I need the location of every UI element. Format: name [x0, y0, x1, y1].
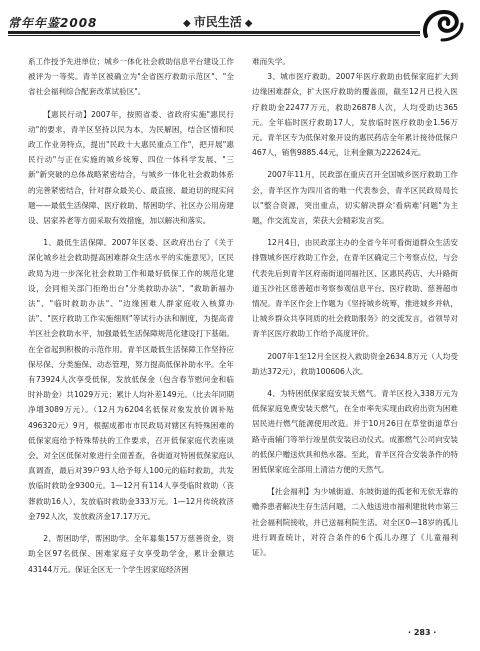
header-rule-thin: [8, 35, 420, 36]
right-column: [252, 54, 458, 560]
page-number: · 283 ·: [408, 628, 437, 637]
swirl-logo-icon: [420, 6, 464, 44]
yearbook-title: 常年年鉴2008: [8, 16, 98, 30]
section-title: [180, 13, 255, 30]
paragraph: 2007年1至12月全区投入救助资金2634.8万元（人均受助达372元），救助100606人次。: [252, 351, 458, 376]
paragraph: 系工作授予先进单位；城乡一体化社会救助信息平台建设工作被评为一等奖。青羊区被确立为"全省医疗救助示范区"、"全省社会福利综合配套改革试验区"。: [28, 57, 234, 97]
header-rule: [8, 31, 420, 34]
diamond-right-icon: ◆: [244, 18, 253, 29]
paragraph-tianranqi: 4、为特困低保家庭安装天燃气。青羊区投入338万元为低保家庭免费安装天燃气，在全市率先实现由政府出资为困难居民进行燃气能源使用改造。并于10月26日在草堂街道草台路寺南辅门等举行竣星供安装启动仪式。成都燃气公司向安装的低保户赠送炊具和热水器。至此，青羊区符合安装条件的特困低保家庭全部用上清洁方便的天然气。: [252, 389, 458, 475]
paragraph-zhuxue: 2、帮困助学，帮困助学。全年募集157万慈善资金，资助全区97名低保、困难家庭子女享受助学金，累计金额达43144万元。保证全区无一个学生因家庭经济困: [28, 534, 234, 574]
diamond-left-icon: ◆: [183, 18, 191, 29]
paragraph-yiliao: 3、城市医疗救助。2007年医疗救助由低保家庭扩大到边缘困难群众，扩大医疗救助的覆盖面，截至12月已投入医疗救助金22477万元，救助26878人次，人均受助达365元。全年临时医疗救助17人，发放临时医疗救助金1.56万元。青羊区专为低保对象开设的惠民药店全年累计接待低保户467人，销售9885.44元，让利金额为222624元。: [252, 72, 458, 158]
paragraph: 2007年11月，民政部在重庆召开全国城乡医疗救助工作会，青羊区作为四川省的唯一代表参会，青羊区民政局局长以"整合资源，突出重点，切实解决群众'看病难'问题"为主题，作交流发言，荣获大会精彩发言奖。: [252, 170, 458, 226]
paragraph-dibao: 1、最低生活保障。2007年区委、区政府出台了《关于深化城乡社会救助提高困难群众生活水平的实施意见》，区民政局为进一步深化社会救助工作和最好低保工作的规范化建设，会同相关部门拒绝出台"分类救助办法"、"救助新福办法"、"临时救助办法"、"边缘困难人群家庭收入核算办法"、"医疗救助工作实施细则"等试行办法和制度，为提高青羊区社会救助水平，加强最低生活保障规范化建设打下基础。在全省起到积极的示范作用。青羊区最低生活保障工作坚持应保尽保、分类施保、动态管理，努力提高低保补助水平。全年有73924人次享受低保，发放低保金（包含春节慰问金和临时补助金）共1029万元；累计人均补差149元。（比去年同期净增3089万元）。（12月为6204名低保对象发放价调补贴496320元）9月，根据成都市市民政局对辖区有特殊困难的低保家庭给予特殊帮扶的工作要求，召开低保家庭代表座谈会。对全区低保对象进行全面普查，各街道对特困低保家庭认真调查，最后对39户93人给予每人100元的临时救助，共发放临时救助金9300元。1—12月有114人享受临时救助（丧葬救助16人），发放临时救助金333万元。1—12月传统救济金792人次，发放救济金17.17万元。: [28, 238, 234, 521]
running-header: [0, 0, 480, 50]
paragraph-fuli: 【社会福利】为少城街道、东坡街道的孤老和无依无靠的赡养患者解决生存生活问题，二入他送进市福利建批转市第三社会福利院接收，并已送福利院生活。对全区0—18岁的孤儿进行调查统计，对符合条件的6个孤儿办理了《儿童福利证》。: [252, 487, 458, 558]
paragraph: 12月4日，由民政部主办的全省今年可看街道群众生活安排暨城乡医疗救助工作会，在青羊区确定三个考察点位，与会代表先后到青羊区府南街道同福社区、区惠民药店、大升路街道玉沙社区慈善超市考察参观信息平台、医疗救助、慈善超市情况。青羊区作会上作题为《坚持城乡统筹，推进城乡并轨，让城乡群众共享同质的社会救助服务》的交流发言，省领导对青羊区医疗救助工作给予高度评价。: [252, 238, 458, 339]
paragraph-huimin: 【惠民行动】2007年，按照省委、省政府实施"惠民行动"的要求，青羊区坚持以民为本，为民解困，结合区情和民政工作业务特点，提出"民政十大惠民重点工作"，把开展"惠民行动"与正在实施的城乡统筹、四位一体科学发展、"三新"新突破的总体战略紧密结合，与城乡一体化社会救助体系的完善紧密结合，针对群众最关心、最直接、最迫切的现实问题——最低生活保障、医疗救助、帮困助学、社区办公用房建设、居家养老等方面采取有效措施，加以解决和落实。: [28, 109, 234, 226]
section-label: 市民生活: [193, 15, 242, 29]
paragraph: 难而失学。: [252, 57, 290, 66]
left-column: [28, 54, 234, 577]
